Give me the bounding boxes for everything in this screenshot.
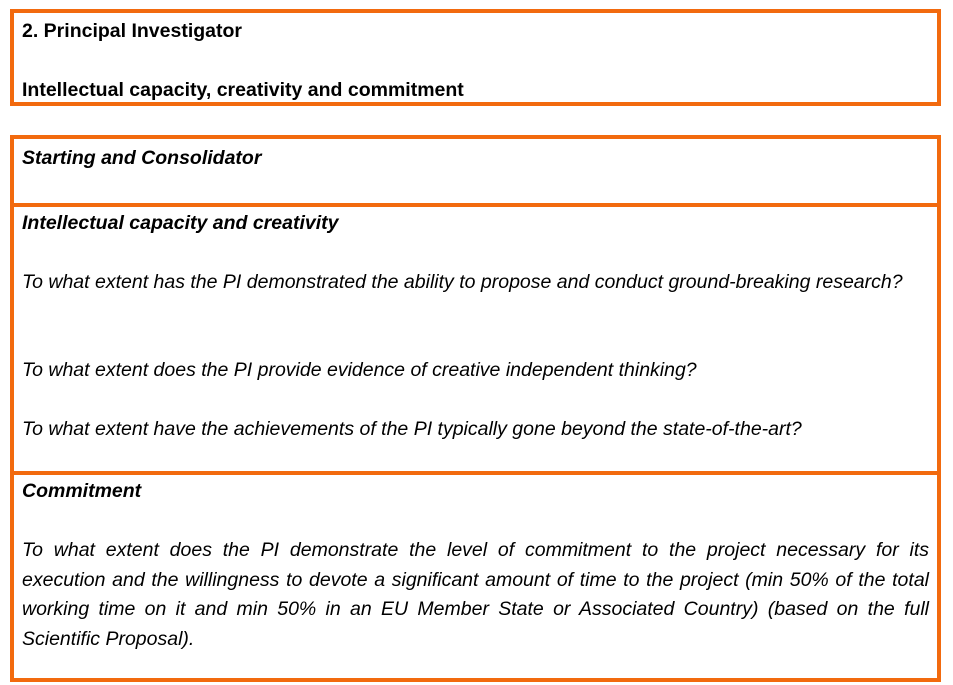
question-creative-thinking: To what extent does the PI provide evidence of creative independent thinking? [22,359,697,381]
commitment-heading: Commitment [22,480,142,502]
question-commitment: To what extent does the PI demonstrate the level of commitment to the project necessary for its execution and the willingness to devote a significant amount of time to the project (min 50% of the total working time on it and min 50% in an EU Member State or Associated Country) (based on the full Scientific Proposal). [22,539,929,650]
commitment-row [14,471,937,678]
category-label: Starting and Consolidator [22,147,262,169]
section-subtitle: Intellectual capacity, creativity and commitment [22,79,464,101]
criteria-table [10,135,941,682]
header-box [10,9,941,106]
intellectual-capacity-row [14,203,937,471]
section-title: 2. Principal Investigator [22,20,242,42]
question-ground-breaking: To what extent has the PI demonstrated the ability to propose and conduct ground-breaking research? [22,271,903,293]
category-row [14,139,937,203]
question-state-of-the-art: To what extent have the achievements of the PI typically gone beyond the state-of-the-art? [22,418,802,440]
intellectual-capacity-heading: Intellectual capacity and creativity [22,212,339,234]
